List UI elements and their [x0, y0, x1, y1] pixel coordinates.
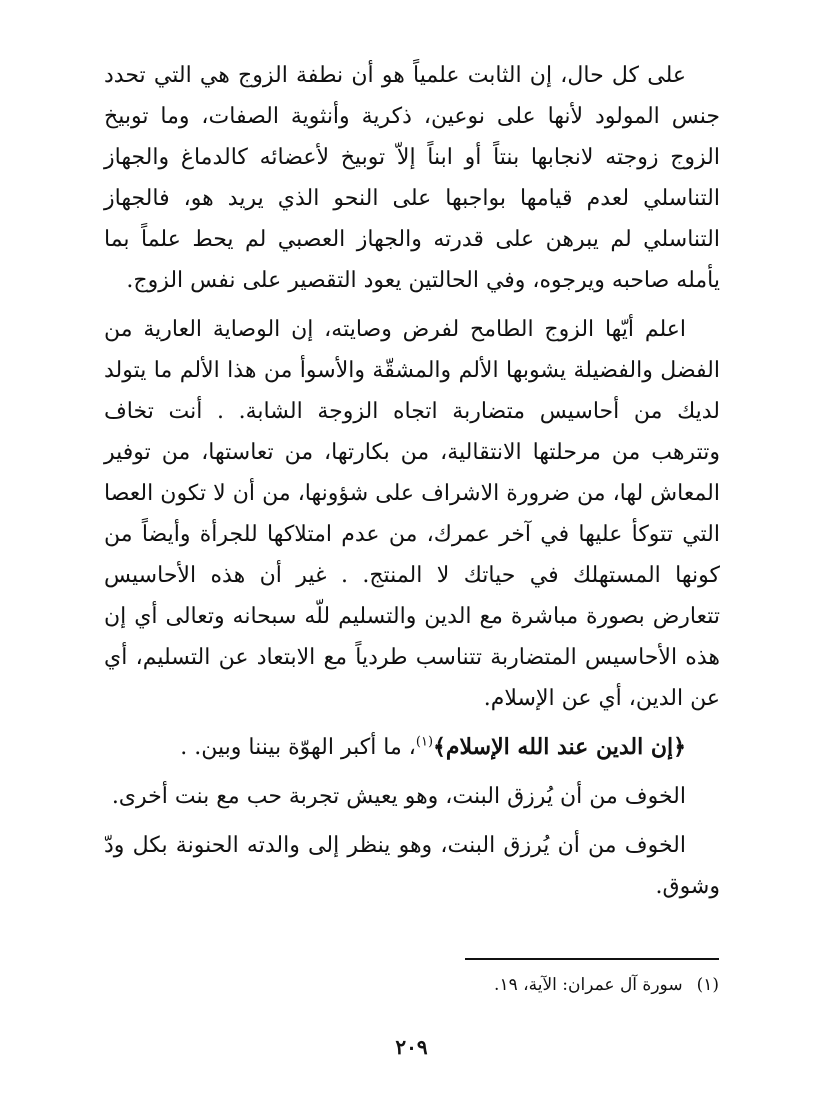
paragraph-3: الخوف من أن يُرزق البنت، وهو يعيش تجربة حب مع بنت أخرى. — [111, 784, 686, 809]
footnote-divider — [465, 958, 719, 960]
footnote-text: سورة آل عمران: الآية، ١٩. — [494, 975, 683, 995]
paragraph-4: الخوف من أن يُرزق البنت، وهو ينظر إلى والدته الحنونة بكل ودّ وشوق. — [104, 833, 720, 899]
paragraph-2: اعلم أيّها الزوج الطامح لفرض وصايته، إن الوصاية العارية من الفضل والفضيلة يشوبها الألم والمشقّة والأسوأ من هذا الألم ما يتولد لديك من أحاسيس متضاربة اتجاه الزوجة الشابة. . أنت تخاف وتترهب من مرحلتها الانتقالية، من بكارتها، من تعاستها، من توفير المعاش لها، من ضرورة الاشراف على شؤونها، من أن لا تكون العصا التي تتوكأ عليها في آخر عمرك، من عدم امتلاكها للجرأة وأيضاً من كونها المستهلك في حياتك لا المنتج. . غير أن هذه الأحاسيس تتعارض بصورة مباشرة مع الدين والتسليم للّه سبحانه وتعالى أي إن هذه الأحاسيس المتضاربة تتناسب طردياً مع الابتعاد عن التسليم، أي عن الدين، أي عن الإسلام. — [104, 317, 720, 711]
footnote — [119, 970, 719, 1000]
quran-quote-paragraph — [104, 727, 720, 768]
paragraph-1: على كل حال، إن الثابت علمياً هو أن نطفة الزوج هي التي تحدد جنس المولود لأنها على نوعين، ذكرية وأنثوية الصفات، وما توبيخ الزوج زوجته لانجابها بنتاً أو ابناً إلاّ توبيخ لأعضائه كالدماغ والجهاز التناسلي لعدم قيامها بواجبها على النحو الذي يريد هو، فالجهاز التناسلي لم يبرهن على قدرته والجهاز العصبي لم يحط علماً بما يأمله صاحبه ويرجوه، وفي الحالتين يعود التقصير على نفس الزوج. — [104, 63, 720, 293]
quote-continuation: ، ما أكبر الهوّة بيننا وبين. . — [180, 735, 416, 760]
page-number: ٢٠٩ — [395, 1035, 428, 1059]
page-body — [104, 55, 720, 907]
quran-verse: ﴿إن الدين عند الله الإسلام﴾ — [433, 734, 686, 760]
footnote-number: (١) — [696, 975, 719, 995]
footnote-reference[interactable]: (١) — [415, 734, 434, 750]
